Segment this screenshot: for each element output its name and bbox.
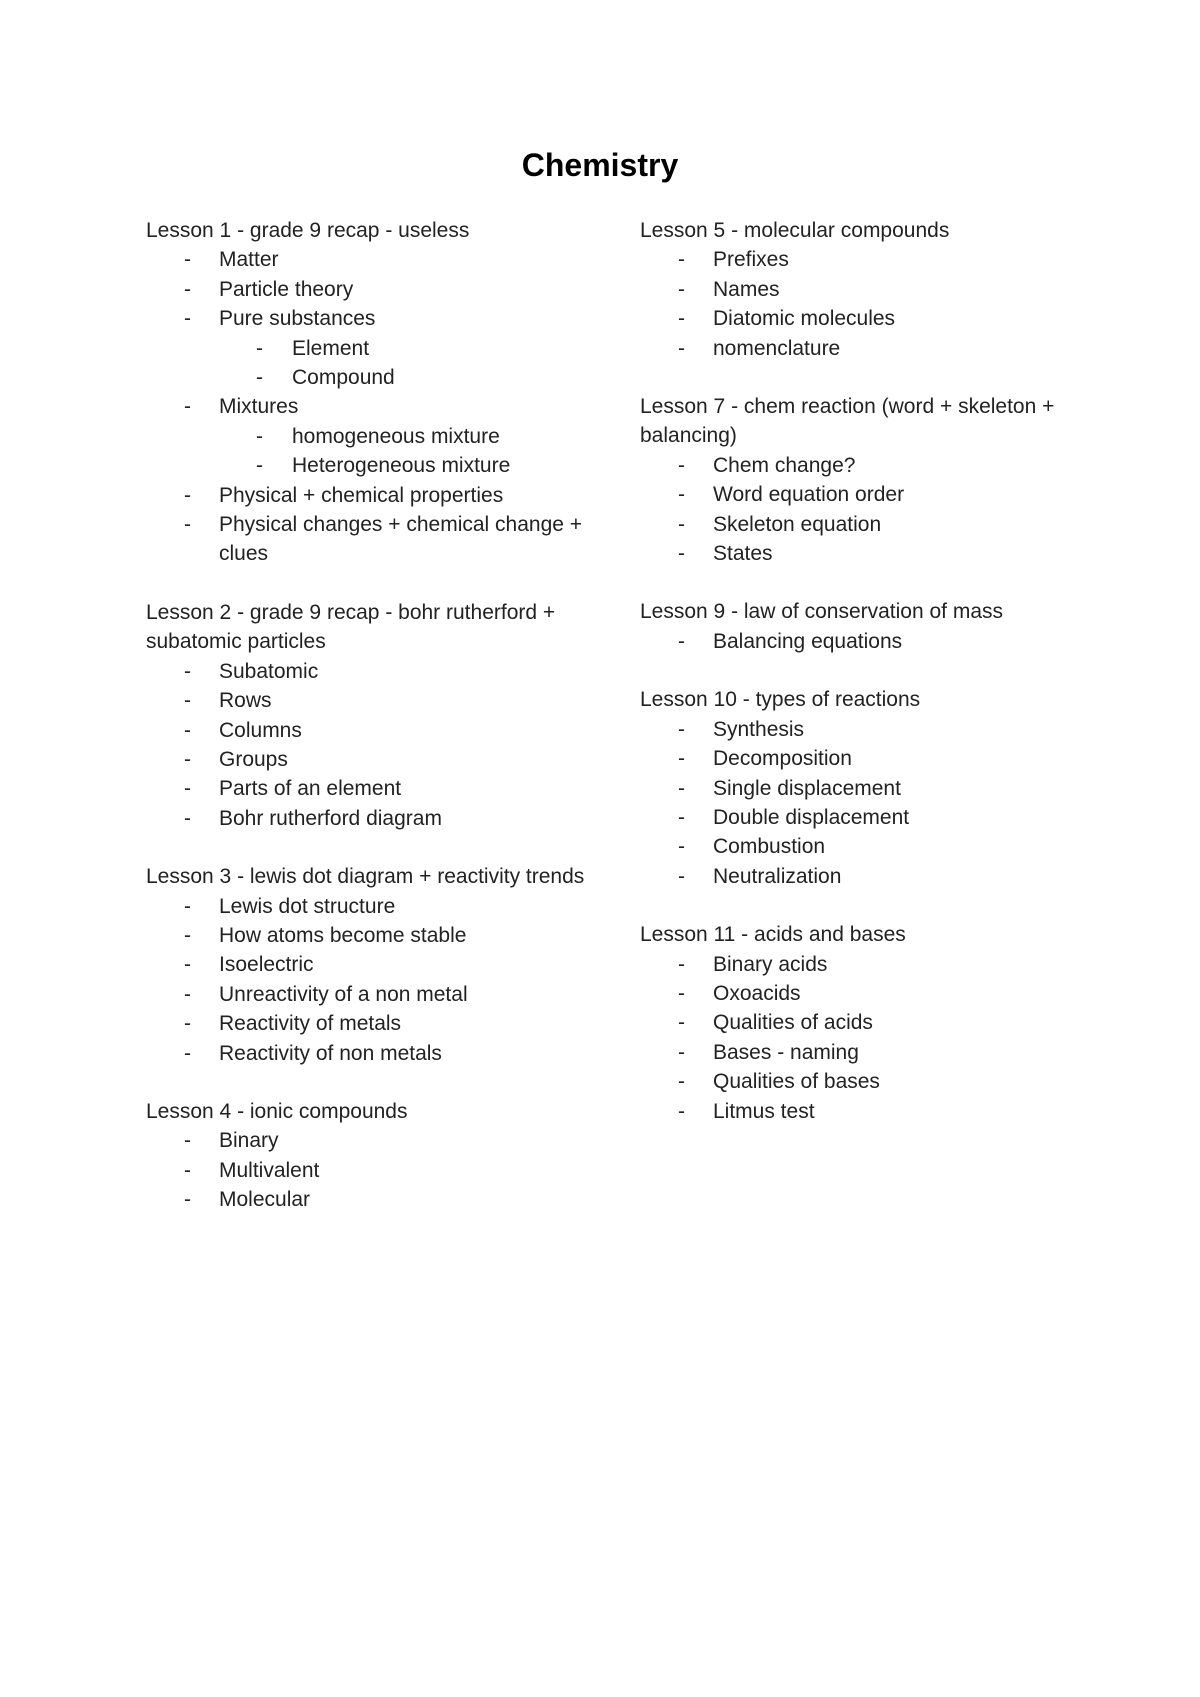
- topic-item: [146, 1126, 586, 1155]
- dash-bullet-icon: -: [184, 806, 191, 830]
- dash-bullet-icon: -: [184, 513, 191, 537]
- topic-text: nomenclature: [713, 336, 841, 360]
- topic-text: Compound: [292, 366, 395, 390]
- dash-bullet-icon: -: [678, 453, 685, 477]
- lesson-heading: Lesson 7 - chem reaction (word + skeleton + balancing): [640, 395, 1055, 448]
- topic-item: [640, 1038, 1060, 1067]
- topic-text: Neutralization: [713, 864, 842, 888]
- topic-text: Binary: [219, 1129, 279, 1153]
- dash-bullet-icon: -: [184, 277, 191, 301]
- topic-text: Qualities of acids: [713, 1011, 873, 1035]
- lesson-section: [640, 392, 1060, 568]
- lesson-heading: Lesson 1 - grade 9 recap - useless: [146, 219, 470, 242]
- topic-item: [146, 745, 586, 774]
- topic-item: [640, 334, 1060, 363]
- lesson-section: [640, 216, 1060, 363]
- topic-item: [640, 627, 1060, 656]
- topic-item: [640, 451, 1060, 480]
- topic-text: Rows: [219, 689, 272, 713]
- topic-item: [640, 715, 1060, 744]
- dash-bullet-icon: -: [678, 717, 685, 741]
- lesson-topic-list: [640, 627, 1060, 656]
- topic-item: [146, 921, 586, 950]
- dash-bullet-icon: -: [184, 689, 191, 713]
- topic-item: [146, 804, 586, 833]
- topic-item: [640, 1067, 1060, 1096]
- dash-bullet-icon: -: [184, 747, 191, 771]
- dash-bullet-icon: -: [184, 953, 191, 977]
- lesson-section: [146, 216, 586, 569]
- topic-text: Diatomic molecules: [713, 307, 896, 331]
- topic-text: Groups: [219, 747, 288, 771]
- topic-item: [640, 539, 1060, 568]
- topic-item: [146, 392, 586, 421]
- lesson-heading: Lesson 11 - acids and bases: [640, 923, 906, 947]
- dash-bullet-icon: -: [678, 629, 685, 653]
- topic-text: Lewis dot structure: [219, 894, 396, 918]
- topic-item: [640, 832, 1060, 861]
- topic-text: Reactivity of metals: [219, 1012, 402, 1036]
- topic-item: [146, 686, 586, 715]
- lesson-topic-list: [146, 657, 586, 833]
- lesson-heading: Lesson 2 - grade 9 recap - bohr rutherford + subatomic particles: [146, 600, 556, 654]
- dash-bullet-icon: -: [256, 336, 263, 360]
- topic-text: Isoelectric: [219, 953, 314, 977]
- dash-bullet-icon: -: [184, 483, 191, 507]
- topic-item: [640, 245, 1060, 274]
- topic-item: [146, 716, 586, 745]
- dash-bullet-icon: -: [678, 835, 685, 859]
- lesson-topic-list: [640, 950, 1060, 1126]
- lesson-heading: Lesson 3 - lewis dot diagram + reactivity trends: [146, 865, 585, 889]
- topic-item: [146, 892, 586, 921]
- lesson-heading: Lesson 10 - types of reactions: [640, 688, 921, 712]
- topic-item: [146, 304, 586, 333]
- topic-text: Reactivity of non metals: [219, 1041, 442, 1065]
- lesson-section: [640, 685, 1060, 891]
- lesson-section: [146, 1097, 586, 1215]
- topic-text: Subatomic: [219, 659, 319, 683]
- topic-text: How atoms become stable: [219, 923, 467, 947]
- lesson-topic-list: [146, 892, 586, 1068]
- lesson-heading: Lesson 4 - ionic compounds: [146, 1099, 408, 1123]
- topic-text: Prefixes: [713, 248, 789, 272]
- topic-text: Element: [292, 336, 370, 360]
- topic-text: Single displacement: [713, 776, 901, 800]
- topic-text: Physical + chemical properties: [219, 483, 504, 507]
- dash-bullet-icon: -: [184, 1188, 191, 1212]
- topic-text: Balancing equations: [713, 629, 903, 653]
- lesson-topic-list: [640, 715, 1060, 891]
- dash-bullet-icon: -: [256, 424, 263, 448]
- topic-text: Columns: [219, 718, 302, 742]
- dash-bullet-icon: -: [678, 336, 685, 360]
- topic-text: Bases - naming: [713, 1040, 859, 1064]
- topic-item: [146, 774, 586, 803]
- topic-item: [146, 657, 586, 686]
- topic-text: Binary acids: [713, 952, 828, 976]
- lesson-section: [640, 597, 1060, 656]
- topic-item: [640, 304, 1060, 333]
- topic-text: Skeleton equation: [713, 512, 882, 536]
- topic-item: [640, 950, 1060, 979]
- topic-item: [640, 862, 1060, 891]
- dash-bullet-icon: -: [184, 1012, 191, 1036]
- dash-bullet-icon: -: [184, 1129, 191, 1153]
- dash-bullet-icon: -: [184, 894, 191, 918]
- topic-item: [146, 1156, 586, 1185]
- dash-bullet-icon: -: [678, 1070, 685, 1094]
- topic-text: Names: [713, 277, 780, 301]
- topic-item: [146, 1039, 586, 1068]
- topic-text: Molecular: [219, 1188, 311, 1212]
- topic-text: Double displacement: [713, 805, 910, 829]
- dash-bullet-icon: -: [678, 1040, 685, 1064]
- right-column: [640, 216, 1060, 1155]
- dash-bullet-icon: -: [256, 366, 263, 390]
- dash-bullet-icon: -: [678, 512, 685, 536]
- topic-item: [640, 979, 1060, 1008]
- dash-bullet-icon: -: [256, 454, 263, 478]
- sub-topic-item: [146, 451, 586, 480]
- topic-item: [640, 1008, 1060, 1037]
- dash-bullet-icon: -: [184, 395, 191, 419]
- dash-bullet-icon: -: [678, 981, 685, 1005]
- lesson-topic-list: [146, 1126, 586, 1214]
- topic-text: Unreactivity of a non metal: [219, 982, 468, 1006]
- topic-text: Word equation order: [713, 483, 905, 507]
- dash-bullet-icon: -: [678, 1011, 685, 1035]
- page-title: Chemistry: [521, 147, 679, 183]
- topic-text: Physical changes + chemical change + clues: [219, 513, 583, 566]
- dash-bullet-icon: -: [184, 923, 191, 947]
- dash-bullet-icon: -: [678, 747, 685, 771]
- dash-bullet-icon: -: [678, 776, 685, 800]
- topic-text: Qualities of bases: [713, 1070, 880, 1094]
- topic-text: Combustion: [713, 835, 826, 859]
- topic-text: Mixtures: [219, 395, 299, 419]
- dash-bullet-icon: -: [678, 864, 685, 888]
- lesson-heading: Lesson 9 - law of conservation of mass: [640, 600, 1004, 624]
- topic-item: [640, 275, 1060, 304]
- dash-bullet-icon: -: [678, 483, 685, 507]
- topic-text: homogeneous mixture: [292, 424, 500, 448]
- dash-bullet-icon: -: [678, 805, 685, 829]
- dash-bullet-icon: -: [184, 718, 191, 742]
- dash-bullet-icon: -: [184, 1041, 191, 1065]
- topic-item: [146, 275, 586, 304]
- topic-text: Particle theory: [219, 277, 354, 301]
- topic-item: [640, 510, 1060, 539]
- dash-bullet-icon: -: [184, 1158, 191, 1182]
- sub-topic-item: [146, 334, 586, 363]
- lesson-topic-list: [640, 245, 1060, 363]
- lesson-topic-list: [146, 245, 586, 568]
- dash-bullet-icon: -: [678, 277, 685, 301]
- dash-bullet-icon: -: [678, 1099, 685, 1123]
- topic-text: Pure substances: [219, 307, 376, 331]
- dash-bullet-icon: -: [184, 659, 191, 683]
- lesson-section: [146, 862, 586, 1068]
- dash-bullet-icon: -: [678, 248, 685, 272]
- dash-bullet-icon: -: [678, 542, 685, 566]
- topic-text: Oxoacids: [713, 981, 801, 1005]
- sub-topic-item: [146, 422, 586, 451]
- topic-item: [146, 481, 586, 510]
- dash-bullet-icon: -: [184, 307, 191, 331]
- topic-item: [146, 245, 586, 274]
- topic-item: [146, 1009, 586, 1038]
- topic-item: [640, 803, 1060, 832]
- topic-item: [640, 774, 1060, 803]
- topic-text: Multivalent: [219, 1158, 320, 1182]
- dash-bullet-icon: -: [678, 307, 685, 331]
- topic-item: [146, 1185, 586, 1214]
- lesson-topic-list: [640, 451, 1060, 569]
- topic-text: States: [713, 542, 773, 566]
- topic-text: Synthesis: [713, 717, 805, 741]
- dash-bullet-icon: -: [184, 777, 191, 801]
- topic-text: Litmus test: [713, 1099, 815, 1123]
- dash-bullet-icon: -: [184, 982, 191, 1006]
- topic-text: Chem change?: [713, 453, 856, 477]
- topic-text: Bohr rutherford diagram: [219, 806, 442, 830]
- topic-item: [146, 950, 586, 979]
- topic-item: [146, 980, 586, 1009]
- topic-text: Decomposition: [713, 747, 852, 771]
- topic-text: Parts of an element: [219, 777, 402, 801]
- topic-item: [640, 480, 1060, 509]
- lesson-heading: Lesson 5 - molecular compounds: [640, 219, 950, 242]
- lesson-section: [146, 598, 586, 833]
- left-column: [146, 216, 586, 1244]
- topic-text: Heterogeneous mixture: [292, 454, 511, 478]
- lesson-section: [640, 920, 1060, 1126]
- topic-text: Matter: [219, 248, 279, 272]
- topic-item: [640, 744, 1060, 773]
- dash-bullet-icon: -: [184, 248, 191, 272]
- sub-topic-item: [146, 363, 586, 392]
- topic-item: [640, 1097, 1060, 1126]
- topic-item: [146, 510, 586, 569]
- dash-bullet-icon: -: [678, 952, 685, 976]
